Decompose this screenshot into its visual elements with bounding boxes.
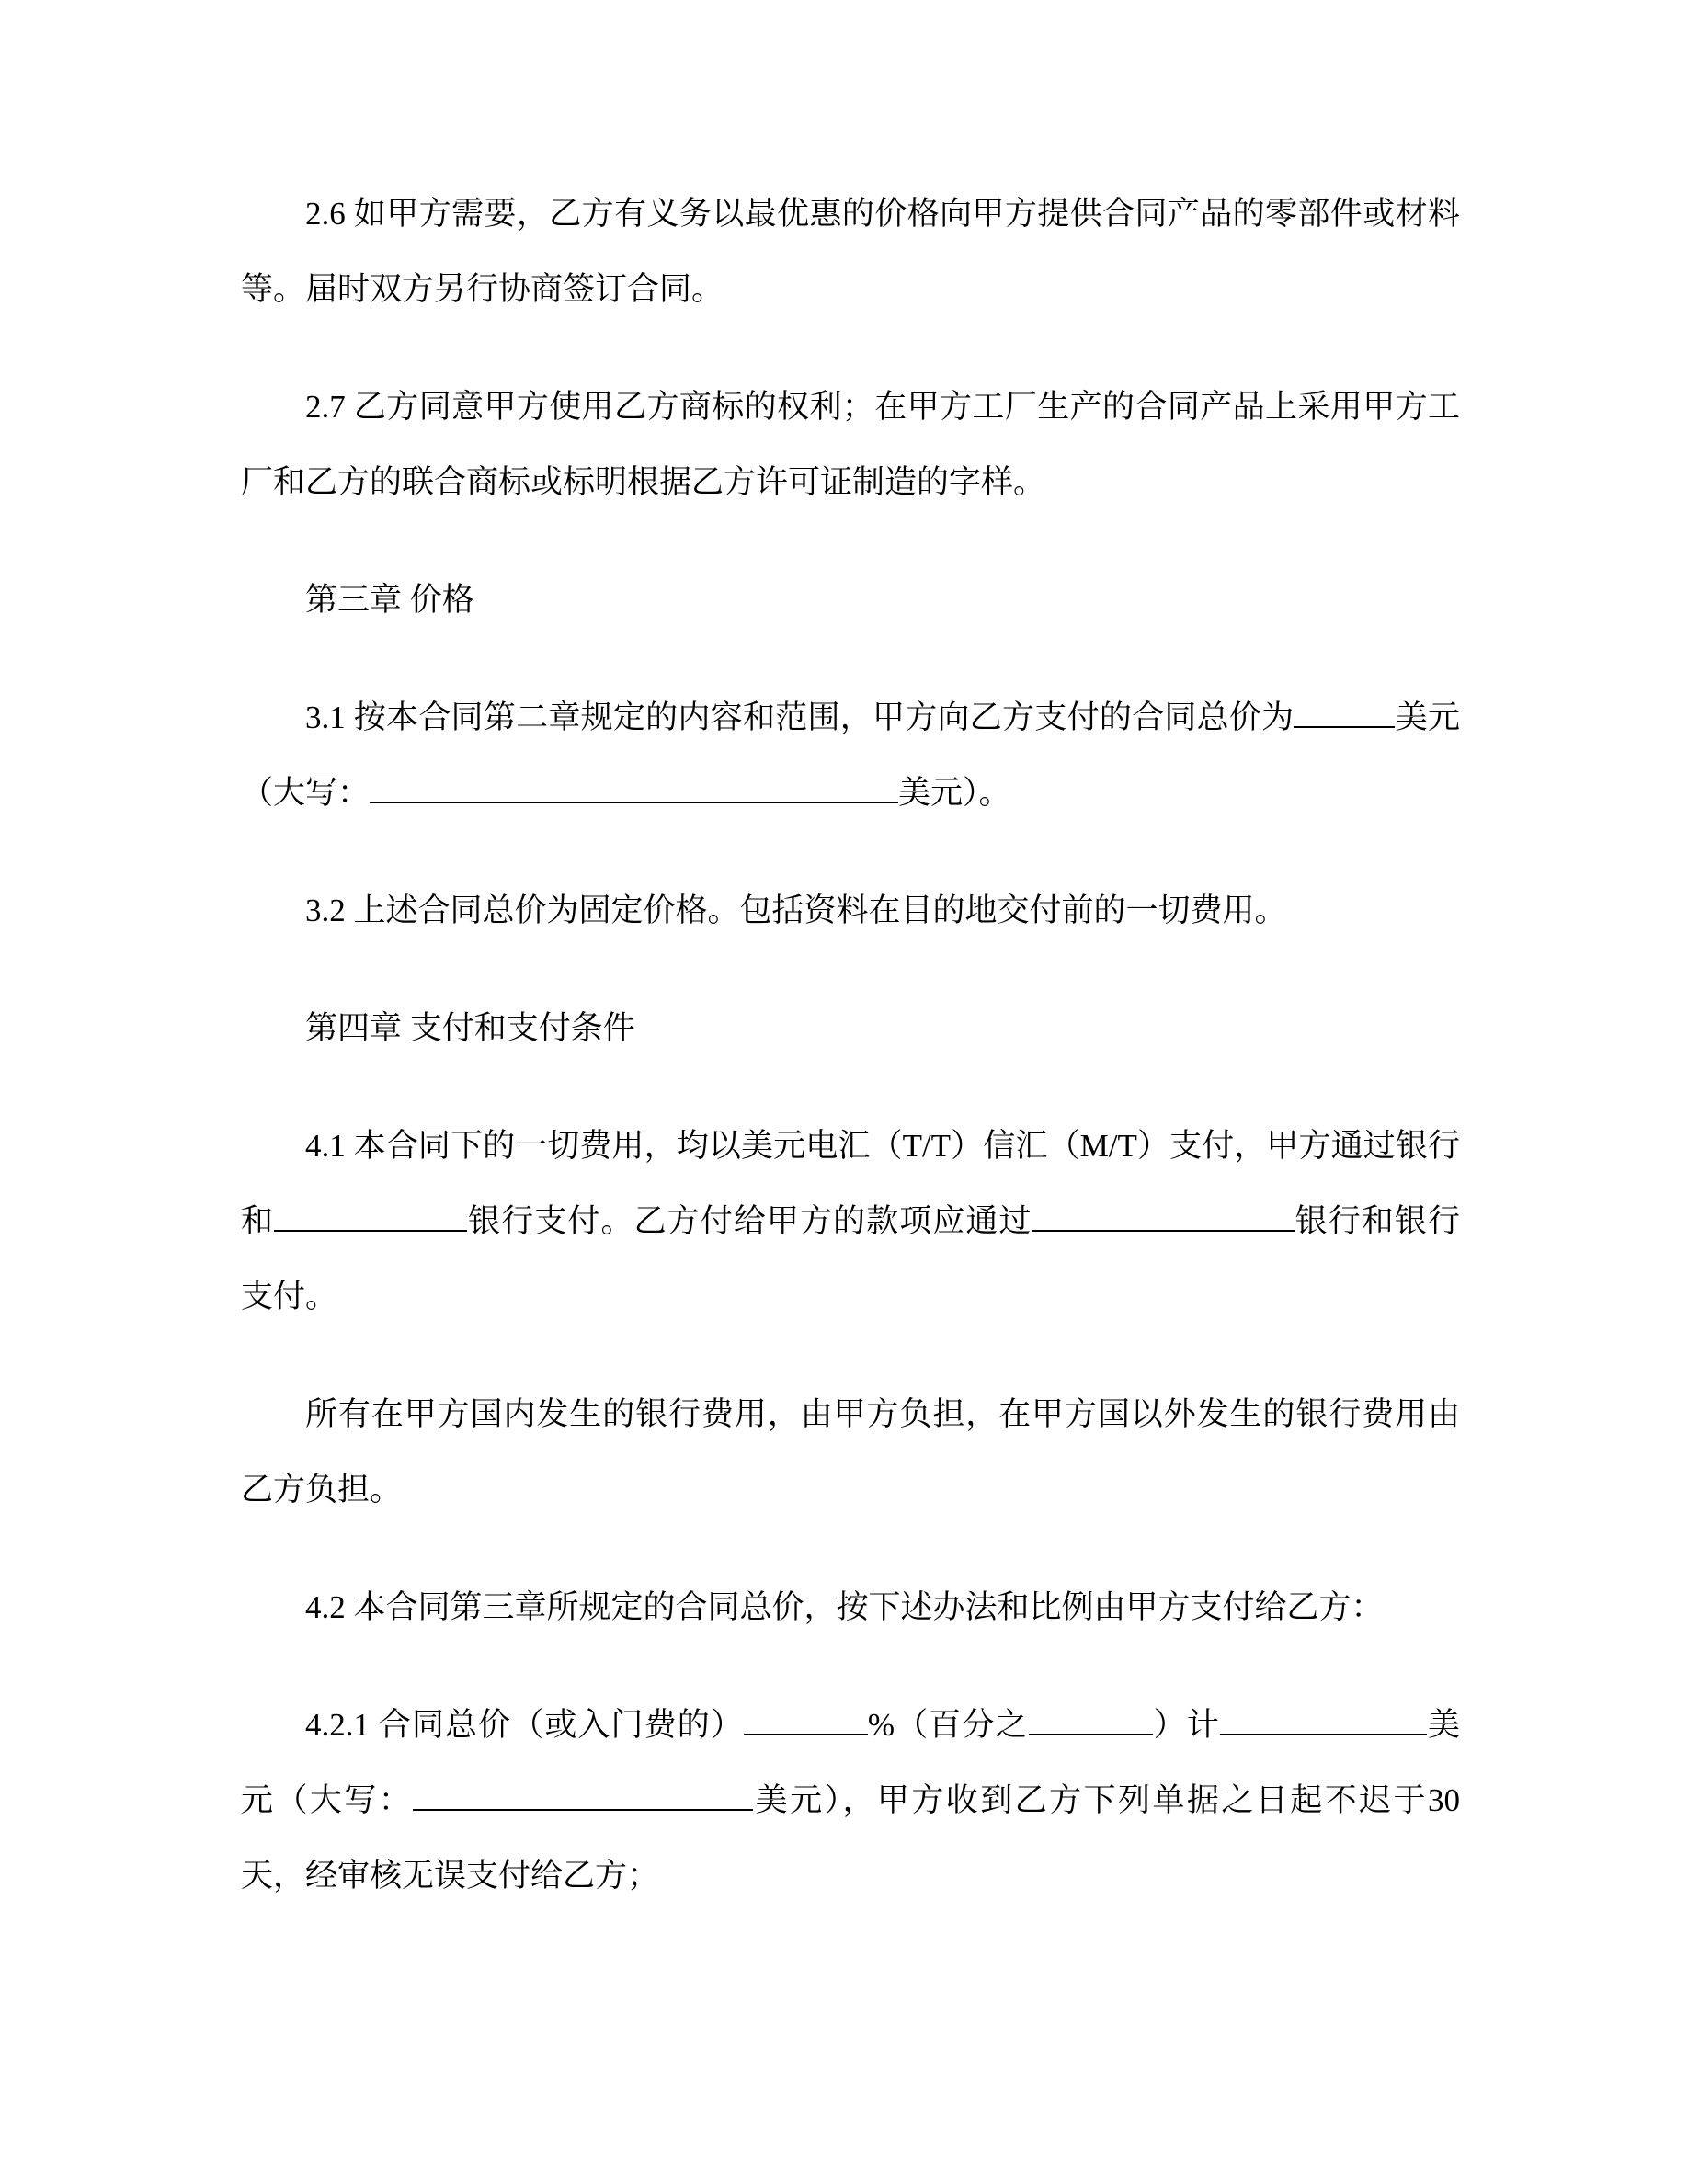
chapter-4-heading — [241, 991, 1460, 1066]
clause-4-1 — [241, 1109, 1460, 1335]
fill-in-blank-underline — [370, 774, 898, 803]
text-run: 美元），甲方收到乙方下列单据之日起不迟于30天，经审核无误支付给乙方； — [241, 1782, 1460, 1894]
text-run: 银行支付。乙方付给甲方的款项应通过 — [467, 1203, 1032, 1239]
text-run: 美元）。 — [898, 775, 1011, 811]
text-run: 3.2 上述合同总价为固定价格。包括资料在目的地交付前的一切费用。 — [305, 893, 1287, 928]
text-run: 4.2.1 合同总价（或入门费的） — [305, 1707, 744, 1743]
clause-2-6 — [241, 176, 1460, 327]
text-run: 美元（大写： — [241, 700, 1460, 811]
text-run: 2.7 乙方同意甲方使用乙方商标的权利；在甲方工厂生产的合同产品上采用甲方工厂和乙方的联合商标或标明根据乙方许可证制造的字样。 — [241, 389, 1460, 500]
text-run: 所有在甲方国内发生的银行费用，由甲方负担，在甲方国以外发生的银行费用由乙方负担。 — [241, 1396, 1460, 1507]
text-run: 2.6 如甲方需要，乙方有义务以最优惠的价格向甲方提供合同产品的零部件或材料等。届时双方另行协商签订合同。 — [241, 196, 1460, 307]
text-run: 3.1 按本合同第二章规定的内容和范围，甲方向乙方支付的合同总价为 — [305, 700, 1295, 735]
chapter-3-heading — [241, 563, 1460, 638]
clause-3-2 — [241, 873, 1460, 949]
clause-4-2-1 — [241, 1688, 1460, 1914]
clause-3-1 — [241, 680, 1460, 831]
clause-4-1-bank-fees — [241, 1377, 1460, 1528]
fill-in-blank-underline — [1220, 1706, 1427, 1735]
text-run: 4.2 本合同第三章所规定的合同总价，按下述办法和比例由甲方支付给乙方： — [305, 1589, 1384, 1625]
fill-in-blank-underline — [1029, 1706, 1153, 1735]
fill-in-blank-underline — [744, 1706, 868, 1735]
clause-4-2 — [241, 1570, 1460, 1645]
text-run: 银行和银行支付。 — [241, 1203, 1460, 1314]
fill-in-blank-underline — [1294, 699, 1395, 728]
document-body — [241, 176, 1460, 1914]
text-run: 第三章 价格 — [305, 582, 474, 618]
clause-2-7 — [241, 370, 1460, 520]
text-run: ）计 — [1152, 1707, 1220, 1743]
text-run: 美元（大写： — [241, 1707, 1460, 1818]
text-run: 4.1 本合同下的一切费用，均以美元电汇（T/T）信汇（M/T）支付，甲方通过银行和 — [241, 1128, 1460, 1239]
fill-in-blank-underline — [413, 1781, 753, 1811]
text-run: %（百分之 — [867, 1707, 1029, 1743]
text-run: 第四章 支付和支付条件 — [305, 1010, 635, 1046]
fill-in-blank-underline — [1032, 1202, 1295, 1232]
fill-in-blank-underline — [274, 1202, 467, 1232]
